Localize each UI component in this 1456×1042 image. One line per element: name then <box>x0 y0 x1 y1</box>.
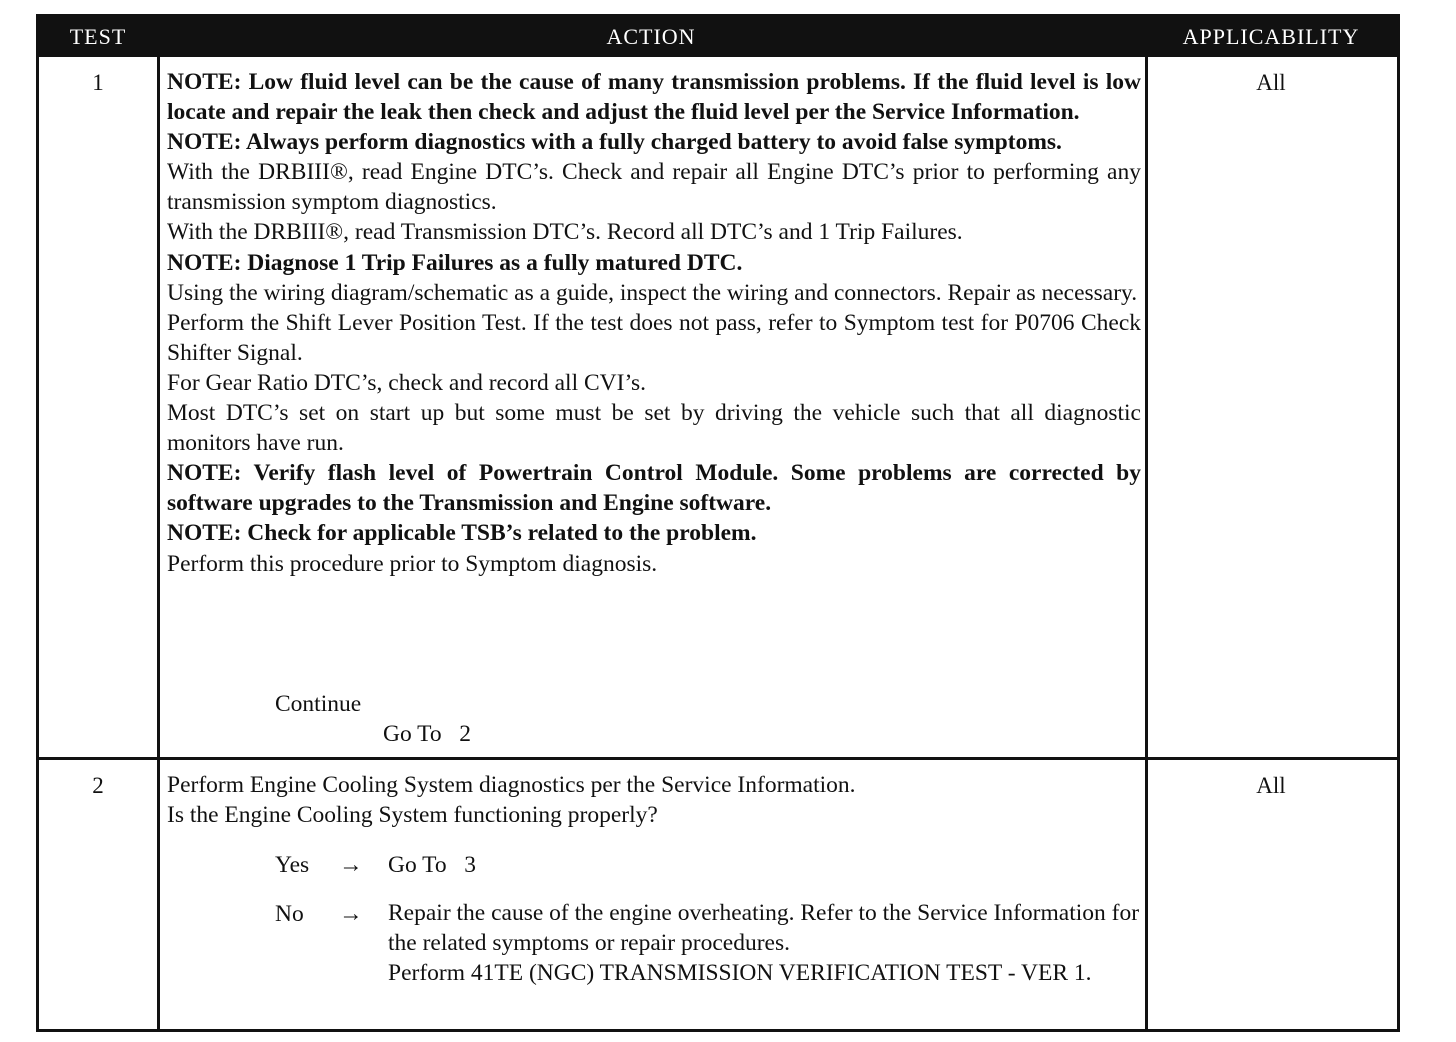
yes-label: Yes <box>275 852 310 878</box>
no-action-text <box>388 898 1140 988</box>
continue-label: Continue <box>275 691 362 717</box>
applicability-2: All <box>1256 773 1286 798</box>
step-wiring: Using the wiring diagram/schematic as a guide, inspect the wiring and connectors. Repair as necessary. <box>167 279 1138 306</box>
question-cooling: Is the Engine Cooling System functioning properly? <box>167 802 658 829</box>
no-label: No <box>275 901 304 927</box>
goto-link-2[interactable] <box>383 721 471 748</box>
goto-target: 3 <box>464 852 477 878</box>
goto-label: Go To <box>383 721 442 747</box>
action-text-1 <box>167 67 1141 579</box>
diagnostic-table <box>36 14 1400 1032</box>
note-flash-level: NOTE: Verify flash level of Powertrain Control Module. Some problems are corrected by software upgrades to the Transmission and Engine software. <box>167 460 1141 517</box>
note-trip-failures: NOTE: Diagnose 1 Trip Failures as a fully matured DTC. <box>167 249 743 276</box>
yes-arrow-icon: → <box>339 852 363 878</box>
goto-label: Go To <box>388 852 447 878</box>
goto-target: 2 <box>459 721 472 747</box>
table-header <box>39 17 1397 57</box>
step-shift-lever: Perform the Shift Lever Position Test. If the test does not pass, refer to Symptom test for P0706 Check Shifter Signal. <box>167 309 1141 366</box>
applicability-1: All <box>1256 70 1286 95</box>
action-text-2 <box>167 770 1141 830</box>
step-gear-ratio: For Gear Ratio DTC’s, check and record all CVI’s. <box>167 369 647 396</box>
step-cooling: Perform Engine Cooling System diagnostics per the Service Information. <box>167 772 856 798</box>
note-low-fluid: NOTE: Low fluid level can be the cause of many transmission problems. If the fluid level is low locate and repair the leak then check and adjust the fluid level per the Service Information. <box>167 69 1141 126</box>
note-battery: NOTE: Always perform diagnostics with a fully charged battery to avoid false symptoms. <box>167 129 1062 156</box>
header-test: TEST <box>69 24 127 49</box>
goto-link-3[interactable] <box>388 852 476 879</box>
test-number-2: 2 <box>92 773 104 798</box>
header-applicability: APPLICABILITY <box>1182 24 1360 49</box>
step-prior: Perform this procedure prior to Symptom diagnosis. <box>167 550 658 577</box>
row-divider <box>39 757 1397 760</box>
column-divider <box>157 57 160 1029</box>
header-action: ACTION <box>606 24 696 49</box>
no-arrow-icon: → <box>339 901 363 927</box>
step-dtc-setting: Most DTC’s set on start up but some must be set by driving the vehicle such that all diagnostic monitors have run. <box>167 400 1141 457</box>
step-engine-dtc: With the DRBIII®, read Engine DTC’s. Check and repair all Engine DTC’s prior to performing any transmission symptom diagnostics. <box>167 159 1141 216</box>
step-transmission-dtc: With the DRBIII®, read Transmission DTC’s. Record all DTC’s and 1 Trip Failures. <box>167 219 963 246</box>
no-action-verification: Perform 41TE (NGC) TRANSMISSION VERIFICATION TEST - VER 1. <box>388 960 1092 987</box>
column-divider <box>1145 57 1148 1029</box>
test-number-1: 1 <box>92 70 104 95</box>
no-action-line: Repair the cause of the engine overheating. Refer to the Service Information for the related symptoms or repair procedures. <box>388 900 1140 957</box>
note-tsb: NOTE: Check for applicable TSB’s related to the problem. <box>167 520 757 547</box>
